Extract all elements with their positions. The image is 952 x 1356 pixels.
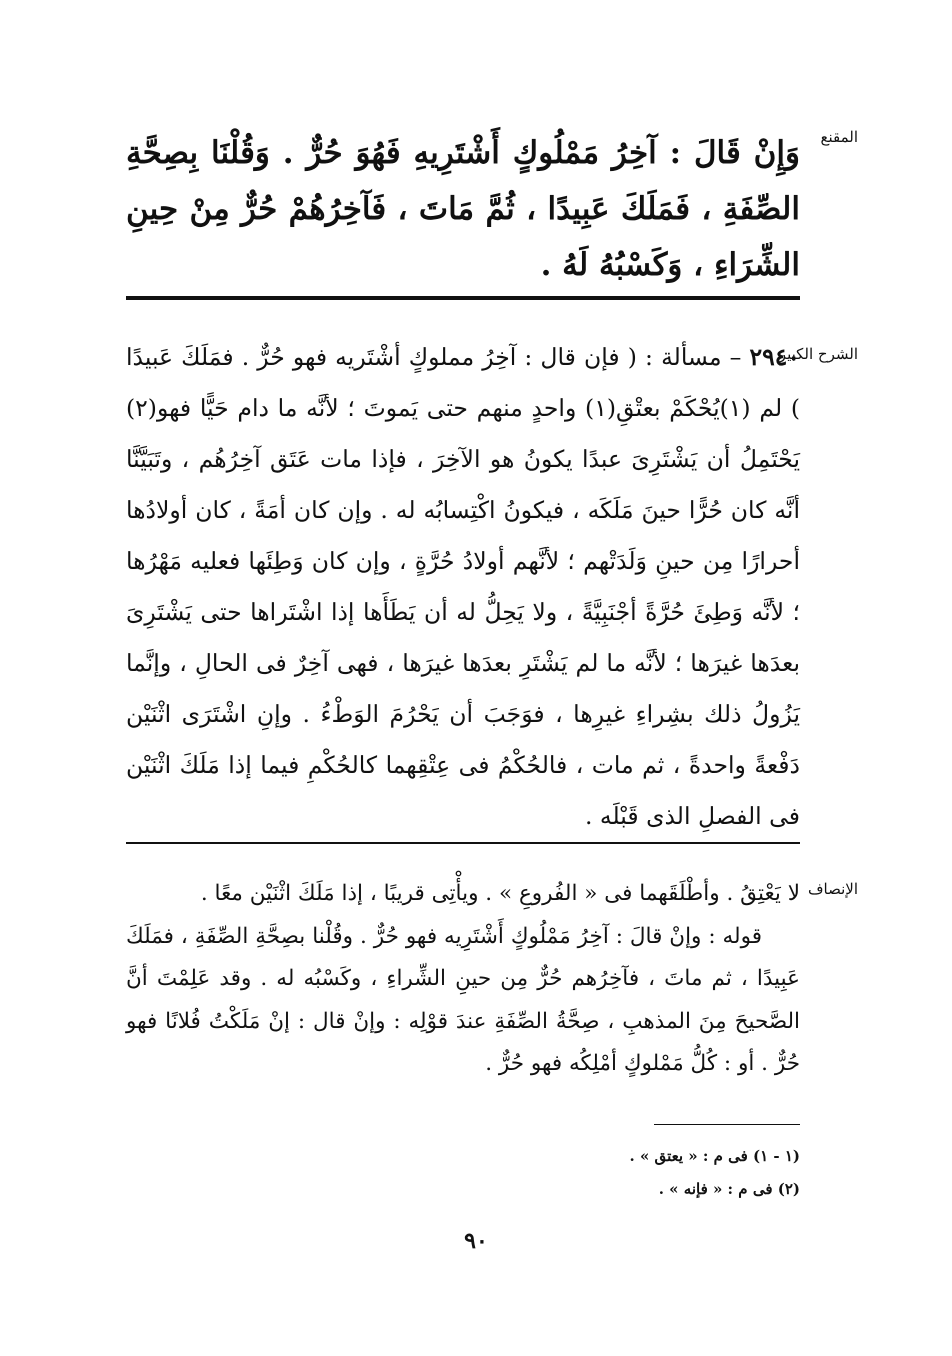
- sharh-text: – مسألة : ( فإن قال : آخِرُ مملوكٍ أشْتَريه فهو حُرٌّ . فمَلَكَ عَبيدًا ) لم (١)يُحْكَمْ بعتْقِ(١) واحدٍ منهم حتى يَموتَ ؛ لأنَّه ما دام حَيًّا فهو(٢) يَحْتَمِلُ أن يَشْتَرِىَ عبدًا يكونُ هو الآخِرَ ، فإذا مات عَتَق آخِرُهُم ، وتَبَيَّنَّا أنَّه كان حُرًّا حينَ مَلَكَه ، فيكونُ اكْتِسابُه له . وإن كان أمَةً ، كان أولادُها أحرارًا مِن حينِ وَلَدَتْهم ؛ لأنَّهم أولادُ حُرَّةٍ ، وإن كان وَطِئَها فعليه مَهْرُها ؛ لأنَّه وَطِئَ حُرَّةً أجْنَبِيَّةً ، ولا يَحِلُّ له أن يَطَأَها إذا اشْتَراها حتى يَشْتَرِىَ بعدَها غيرَها ؛ لأنَّه ما لم يَشْتَرِ بعدَها غيرَها ، فهى آخِرٌ فى الحالِ ، وإنَّما يَزُولُ ذلك بشِراءِ غيرِها ، فوَجَبَ أن يَحْرُمَ الوَطْءُ . وإنِ اشْتَرَى اثْنَيْن دَفْعةً واحدةً ، ثم مات ، فالحُكْمُ فى عِتْقِهما كالحُكْمِ فيما إذا مَلَكَ اثْنَيْن فى الفصلِ الذى قَبْلَه .: [126, 343, 801, 830]
- muqni-text: وَإِنْ قَالَ : آخِرُ مَمْلُوكٍ أَشْتَرِيهِ فَهُوَ حُرٌّ . وَقُلْنَا بِصِحَّةِ الصِّفَةِ ، فَمَلَكَ عَبِيدًا ، ثُمَّ مَاتَ ، فَآخِرُهُمْ حُرٌّ مِنْ حِينِ الشِّرَاءِ ، وَكَسْبُهُ لَهُ .: [126, 135, 800, 283]
- footnote-divider: [654, 1124, 800, 1125]
- sharh-text-block: [126, 332, 800, 842]
- insaf-text-block: [126, 873, 800, 1086]
- label-insaf: الإنصاف: [807, 880, 858, 898]
- footnote-1: (١ - ١) فى م : « يعتق » .: [629, 1147, 800, 1165]
- label-sharh: الشرح الكبير: [778, 345, 858, 363]
- insaf-line-1: لا يَعْتِقُ . وأطْلَقَهما فى « الفُروعِ » . ويأْتِى قريبًا ، إذا مَلَكَ اثْنَيْن معًا .: [200, 881, 800, 906]
- insaf-paragraph-2: قوله : وإنْ قالَ : آخِرُ مَمْلُوكٍ أَشْتَرِيه فهو حُرٌّ . وقُلْنا بصِحَّةِ الصِّفَةِ ، فمَلَكَ عَبِيدًا ، ثم ماتَ ، فآخِرُهم حُرٌّ مِن حينِ الشِّراءِ ، وكَسْبُه له . وقد عَلِمْتَ أنَّ الصَّحيحَ مِنَ المذهبِ ، صِحَّةُ الصِّفَةِ عندَ قوْلِه : وإنْ قال : إنْ مَلَكْتُ فُلانًا فهو حُرٌّ . أو : كُلُّ مَمْلوكٍ أمْلِكُه فهو حُرٌّ .: [126, 923, 800, 1076]
- label-muqni: المقنع: [820, 128, 858, 146]
- issue-number: ٢٩٤٠: [749, 343, 800, 371]
- section-divider-thin: [126, 842, 800, 844]
- page-number: ٩٠: [464, 1228, 488, 1254]
- footnotes: [460, 1140, 800, 1206]
- footnote-2: (٢) فى م : « فإنه » .: [658, 1180, 800, 1198]
- section-divider-thick: [126, 296, 800, 300]
